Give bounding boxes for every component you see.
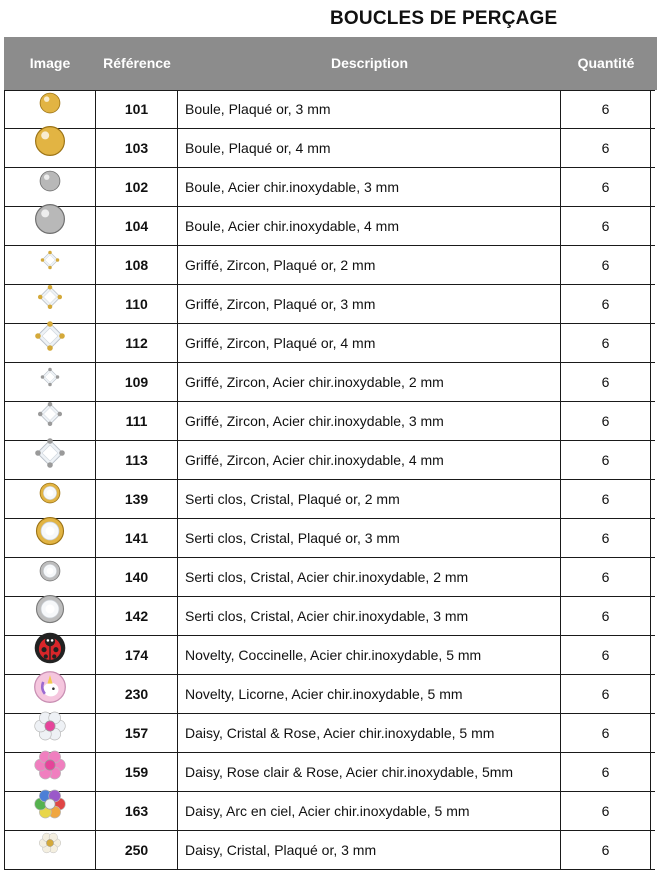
description-cell: Griffé, Zircon, Acier chir.inoxydable, 3 mm bbox=[178, 402, 561, 440]
quantity-cell: 6 bbox=[561, 831, 651, 869]
header-image: Image bbox=[29, 55, 71, 71]
description-cell: Serti clos, Cristal, Acier chir.inoxydable, 3 mm bbox=[178, 597, 561, 635]
image-cell bbox=[4, 519, 96, 557]
gold-prong-zircon-medium-icon bbox=[37, 284, 63, 324]
quantity-cell: 6 bbox=[561, 363, 651, 401]
image-cell bbox=[4, 480, 96, 518]
table-row bbox=[4, 636, 655, 675]
reference-cell: 112 bbox=[96, 324, 178, 362]
quantity-cell: 6 bbox=[561, 558, 651, 596]
quantity-cell: 6 bbox=[561, 792, 651, 830]
gold-bezel-crystal-small-icon bbox=[39, 480, 61, 518]
table-row bbox=[4, 441, 655, 480]
description-cell: Serti clos, Cristal, Plaqué or, 3 mm bbox=[178, 519, 561, 557]
description-cell: Boule, Acier chir.inoxydable, 3 mm bbox=[178, 168, 561, 206]
table-row bbox=[4, 792, 655, 831]
description-cell: Griffé, Zircon, Plaqué or, 4 mm bbox=[178, 324, 561, 362]
quantity-cell: 6 bbox=[561, 714, 651, 752]
description-cell: Boule, Plaqué or, 4 mm bbox=[178, 129, 561, 167]
image-cell bbox=[4, 675, 96, 713]
document-title-bar bbox=[0, 6, 657, 34]
gold-prong-zircon-small-icon bbox=[40, 246, 60, 284]
image-cell bbox=[4, 714, 96, 752]
reference-cell: 104 bbox=[96, 207, 178, 245]
description-cell: Griffé, Zircon, Acier chir.inoxydable, 2 mm bbox=[178, 363, 561, 401]
image-cell bbox=[4, 402, 96, 440]
daisy-crystal-gold-icon bbox=[38, 831, 62, 869]
table-left-border bbox=[4, 90, 5, 870]
reference-cell: 108 bbox=[96, 246, 178, 284]
quantity-cell: 6 bbox=[561, 324, 651, 362]
quantity-cell: 6 bbox=[561, 597, 651, 635]
table-row bbox=[4, 90, 655, 129]
gold-ball-small-icon bbox=[39, 90, 61, 128]
table-row bbox=[4, 285, 655, 324]
table-row bbox=[4, 558, 655, 597]
table-header bbox=[4, 37, 657, 90]
table-row bbox=[4, 129, 655, 168]
table-row bbox=[4, 480, 655, 519]
table-row bbox=[4, 714, 655, 753]
quantity-cell: 6 bbox=[561, 90, 651, 128]
description-cell: Griffé, Zircon, Plaqué or, 3 mm bbox=[178, 285, 561, 323]
table-row bbox=[4, 402, 655, 441]
quantity-cell: 6 bbox=[561, 207, 651, 245]
table-row bbox=[4, 168, 655, 207]
reference-cell: 163 bbox=[96, 792, 178, 830]
image-cell bbox=[4, 441, 96, 479]
steel-ball-large-icon bbox=[34, 203, 66, 249]
quantity-cell: 6 bbox=[561, 519, 651, 557]
reference-cell: 139 bbox=[96, 480, 178, 518]
description-cell: Daisy, Rose clair & Rose, Acier chir.inoxydable, 5mm bbox=[178, 753, 561, 791]
image-cell bbox=[4, 363, 96, 401]
table-row bbox=[4, 753, 655, 792]
description-cell: Serti clos, Cristal, Plaqué or, 2 mm bbox=[178, 480, 561, 518]
description-cell: Daisy, Cristal, Plaqué or, 3 mm bbox=[178, 831, 561, 869]
reference-cell: 140 bbox=[96, 558, 178, 596]
gold-prong-zircon-large-icon bbox=[34, 320, 66, 366]
steel-prong-zircon-medium-icon bbox=[37, 401, 63, 441]
header-description: Description bbox=[330, 55, 408, 71]
reference-cell: 111 bbox=[96, 402, 178, 440]
reference-cell: 230 bbox=[96, 675, 178, 713]
description-cell: Boule, Acier chir.inoxydable, 4 mm bbox=[178, 207, 561, 245]
image-cell bbox=[4, 90, 96, 128]
table-row bbox=[4, 597, 655, 636]
quantity-cell: 6 bbox=[561, 246, 651, 284]
quantity-cell: 6 bbox=[561, 285, 651, 323]
steel-prong-zircon-small-icon bbox=[40, 363, 60, 401]
steel-bezel-crystal-small-icon bbox=[39, 558, 61, 596]
table-row bbox=[4, 831, 655, 870]
table-row bbox=[4, 363, 655, 402]
image-cell bbox=[4, 753, 96, 791]
reference-cell: 142 bbox=[96, 597, 178, 635]
quantity-cell: 6 bbox=[561, 675, 651, 713]
reference-cell: 159 bbox=[96, 753, 178, 791]
image-cell bbox=[4, 324, 96, 362]
description-cell: Boule, Plaqué or, 3 mm bbox=[178, 90, 561, 128]
reference-cell: 141 bbox=[96, 519, 178, 557]
gold-ball-large-icon bbox=[34, 125, 66, 171]
image-cell bbox=[4, 285, 96, 323]
quantity-cell: 6 bbox=[561, 480, 651, 518]
reference-cell: 101 bbox=[96, 90, 178, 128]
reference-cell: 110 bbox=[96, 285, 178, 323]
image-cell bbox=[4, 129, 96, 167]
quantity-cell: 6 bbox=[561, 129, 651, 167]
table-row bbox=[4, 207, 655, 246]
quantity-cell: 6 bbox=[561, 636, 651, 674]
image-cell bbox=[4, 597, 96, 635]
reference-cell: 250 bbox=[96, 831, 178, 869]
header-reference: Référence bbox=[103, 55, 171, 71]
reference-cell: 109 bbox=[96, 363, 178, 401]
product-table bbox=[4, 90, 655, 870]
description-cell: Daisy, Arc en ciel, Acier chir.inoxydable, 5 mm bbox=[178, 792, 561, 830]
image-cell bbox=[4, 792, 96, 830]
image-cell bbox=[4, 246, 96, 284]
description-cell: Griffé, Zircon, Acier chir.inoxydable, 4 mm bbox=[178, 441, 561, 479]
reference-cell: 102 bbox=[96, 168, 178, 206]
image-cell bbox=[4, 207, 96, 245]
header-quantity: Quantité bbox=[577, 55, 635, 71]
document-title: BOUCLES DE PERÇAGE bbox=[330, 8, 558, 29]
description-cell: Daisy, Cristal & Rose, Acier chir.inoxydable, 5 mm bbox=[178, 714, 561, 752]
daisy-rainbow-icon bbox=[33, 787, 67, 835]
table-row bbox=[4, 324, 655, 363]
gold-bezel-crystal-large-icon bbox=[35, 516, 65, 560]
image-cell bbox=[4, 168, 96, 206]
description-cell: Novelty, Licorne, Acier chir.inoxydable, 5 mm bbox=[178, 675, 561, 713]
quantity-cell: 6 bbox=[561, 441, 651, 479]
description-cell: Serti clos, Cristal, Acier chir.inoxydable, 2 mm bbox=[178, 558, 561, 596]
reference-cell: 174 bbox=[96, 636, 178, 674]
reference-cell: 113 bbox=[96, 441, 178, 479]
table-row bbox=[4, 675, 655, 714]
image-cell bbox=[4, 831, 96, 869]
image-cell bbox=[4, 636, 96, 674]
quantity-cell: 6 bbox=[561, 753, 651, 791]
description-cell: Novelty, Coccinelle, Acier chir.inoxydable, 5 mm bbox=[178, 636, 561, 674]
steel-prong-zircon-large-icon bbox=[34, 437, 66, 483]
quantity-cell: 6 bbox=[561, 168, 651, 206]
quantity-cell: 6 bbox=[561, 402, 651, 440]
image-cell bbox=[4, 558, 96, 596]
description-cell: Griffé, Zircon, Plaqué or, 2 mm bbox=[178, 246, 561, 284]
steel-ball-small-icon bbox=[39, 168, 61, 206]
table-row bbox=[4, 246, 655, 285]
reference-cell: 157 bbox=[96, 714, 178, 752]
table-row bbox=[4, 519, 655, 558]
reference-cell: 103 bbox=[96, 129, 178, 167]
